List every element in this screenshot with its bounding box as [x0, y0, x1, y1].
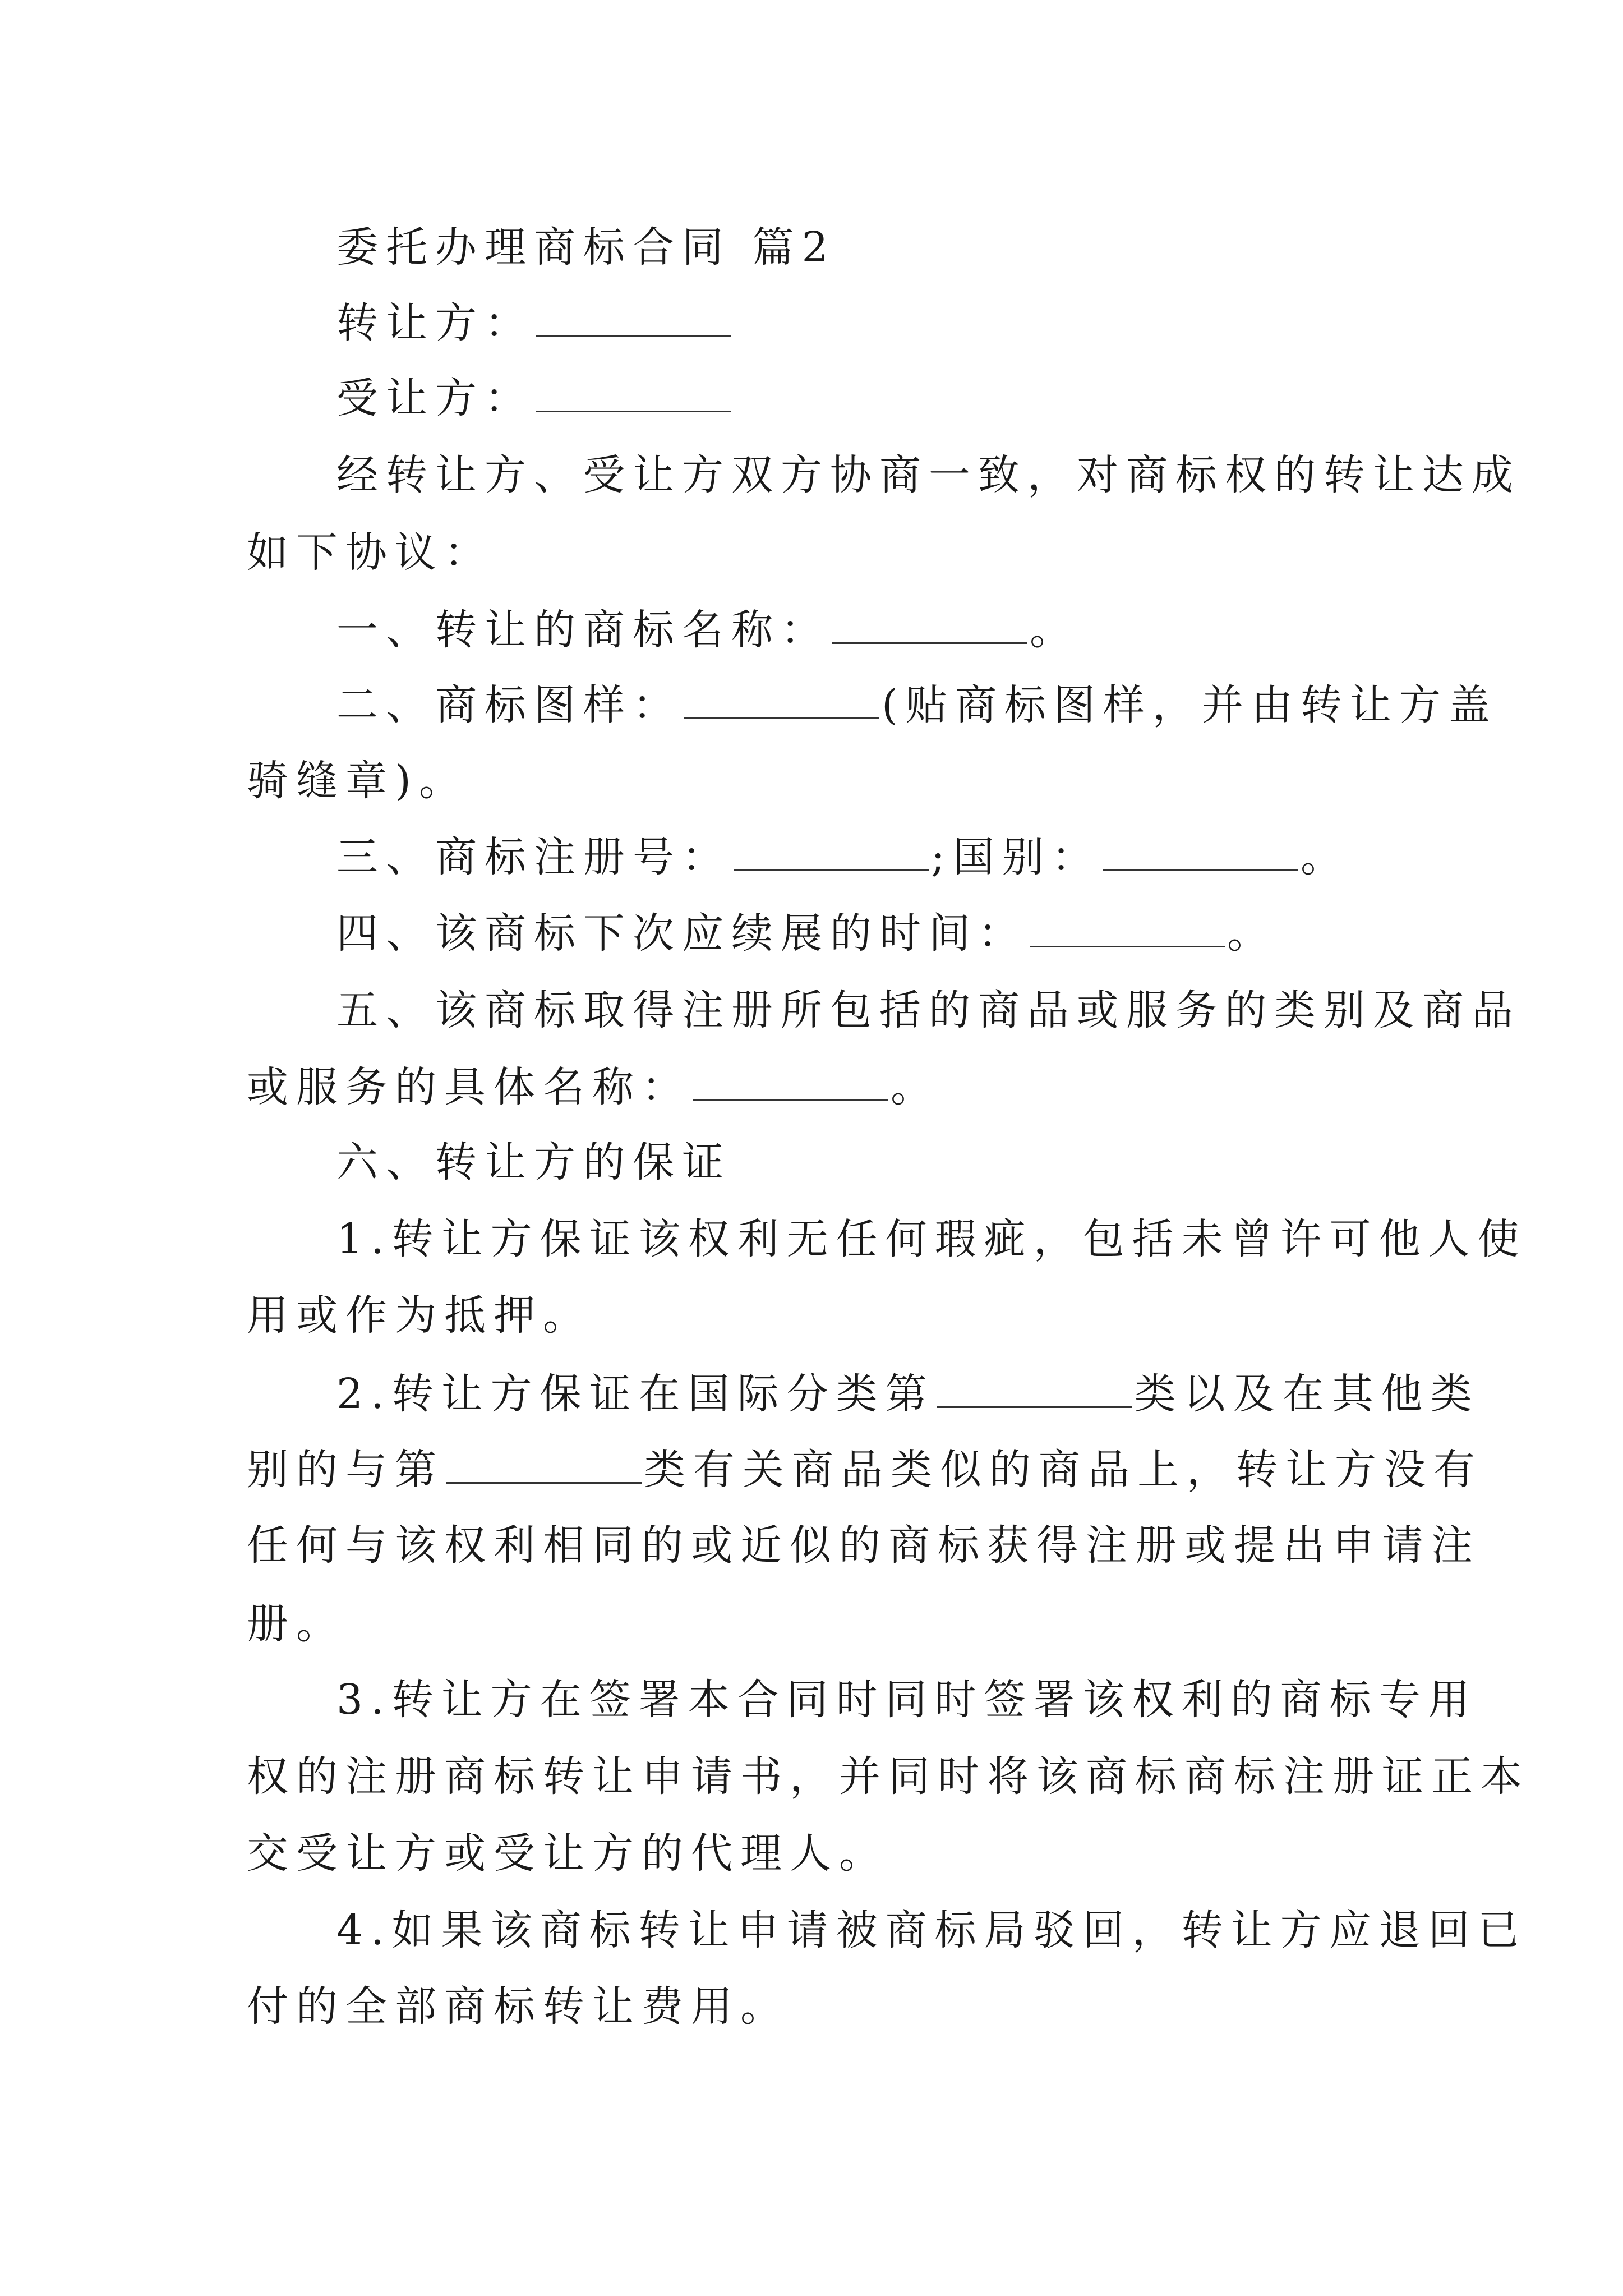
item-5-line-1: 五、该商标取得注册所包括的商品或服务的类别及商品 — [336, 986, 1521, 1034]
item-4: 四、该商标下次应续展的时间： 。 — [336, 909, 1276, 958]
blank-field — [832, 609, 1027, 644]
item-1: 一、转让的商标名称： 。 — [336, 606, 1079, 654]
item-3: 三、商标注册号： ;国别： 。 — [336, 833, 1350, 881]
blank-field — [536, 377, 731, 412]
intro-line-2: 如下协议： — [247, 528, 494, 577]
transferee-line: 受让方： — [336, 377, 1391, 419]
document-title: 委托办理商标合同 篇2 — [336, 223, 836, 272]
transferor-line: 转让方： — [336, 302, 1391, 344]
clause-4-line-1: 4.如果该商标转让申请被商标局驳回，转让方应退回已 — [336, 1906, 1527, 1954]
item-2-line-1: 二、商标图样： (贴商标图样，并由转让方盖 — [336, 681, 1498, 729]
clause-1-line-2: 用或作为抵押。 — [247, 1291, 592, 1340]
blank-field — [1103, 836, 1298, 871]
blank-field — [937, 1373, 1132, 1408]
item-6: 六、转让方的保证 — [336, 1138, 731, 1186]
blank-field — [1030, 912, 1225, 947]
clause-2-line-2: 别的与第 类有关商品类似的商品上，转让方没有 — [247, 1446, 1483, 1494]
item-2-line-2: 骑缝章)。 — [247, 757, 468, 805]
clause-2-line-1: 2.转让方保证在国际分类第 类以及在其他类 — [336, 1370, 1480, 1418]
clause-3-line-2: 权的注册商标转让申请书，并同时将该商标商标注册证正本 — [247, 1752, 1530, 1801]
clause-2-line-4: 册。 — [247, 1600, 345, 1648]
clause-4-line-2: 付的全部商标转让费用。 — [247, 1982, 790, 2031]
blank-field — [734, 836, 929, 871]
blank-field — [693, 1066, 888, 1101]
clause-3-line-3: 交受让方或受让方的代理人。 — [247, 1829, 888, 1878]
intro-line-1: 经转让方、受让方双方协商一致，对商标权的转让达成 — [336, 451, 1521, 499]
clause-2-line-3: 任何与该权利相同的或近似的商标获得注册或提出申请注 — [247, 1521, 1481, 1570]
item-5-line-2: 或服务的具体名称： 。 — [247, 1063, 940, 1111]
blank-field — [446, 1448, 642, 1484]
blank-field — [536, 302, 731, 337]
clause-3-line-1: 3.转让方在签署本合同时同时签署该权利的商标专用 — [336, 1676, 1478, 1724]
blank-field — [684, 684, 879, 719]
clause-1-line-1: 1.转让方保证该权利无任何瑕疵，包括未曾许可他人使 — [336, 1215, 1527, 1263]
